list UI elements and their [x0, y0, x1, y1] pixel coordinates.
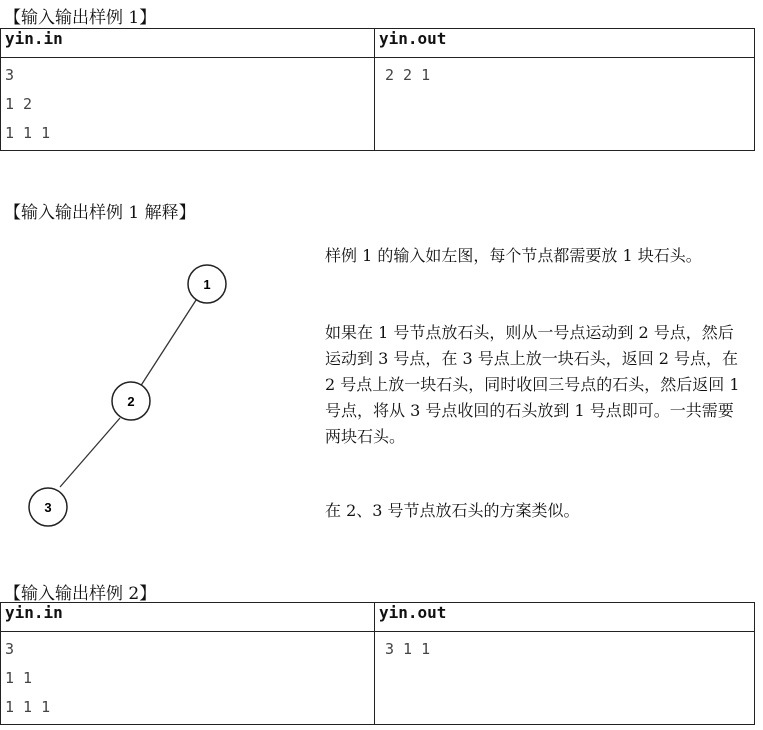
input-line: 1 2	[5, 95, 33, 113]
sample2-heading: 【输入输出样例 2】	[4, 584, 157, 604]
input-line: 3	[5, 640, 15, 658]
sample2-table	[0, 602, 755, 725]
sample1-output: 2 2 1	[385, 66, 431, 84]
svg-text:2: 2	[127, 394, 135, 409]
svg-text:1: 1	[203, 277, 211, 292]
sample2-output: 3 1 1	[385, 640, 431, 658]
tree-edge-2-3	[60, 418, 120, 487]
tree-node-3	[29, 488, 67, 526]
tree-edge-1-2	[140, 297, 198, 387]
tree-diagram	[0, 245, 260, 535]
input-line: 1 1 1	[5, 698, 51, 716]
sample1-table	[0, 28, 755, 151]
tree-node-2	[112, 382, 150, 420]
sample2-out-header: yin.out	[375, 603, 755, 632]
sample1-in-header: yin.in	[1, 29, 375, 58]
input-line: 3	[5, 66, 15, 84]
sample1-input	[1, 58, 374, 150]
sample2-in-header: yin.in	[1, 603, 375, 632]
input-line: 1 1	[5, 669, 33, 687]
input-line: 1 1 1	[5, 124, 51, 142]
tree-node-1	[188, 265, 226, 303]
sample1-heading: 【输入输出样例 1】	[4, 8, 157, 28]
sample1-out-header: yin.out	[375, 29, 755, 58]
sample2-input	[1, 632, 374, 724]
svg-text:3: 3	[44, 500, 52, 515]
explanation-paragraph: 在 2、3 号节点放石头的方案类似。	[325, 501, 580, 520]
explanation-paragraph: 如果在 1 号节点放石头，则从一号点运动到 2 号点，然后运动到 3 号点，在 3 号点上放一块石头，返回 2 号点，在 2 号点上放一块石头，同时收回三号点的石头，然后返回 1 号点，将从 3 号点收回的石头放到 1 号点即可。一共需要两块石头。	[325, 323, 740, 446]
explanation-paragraph: 样例 1 的输入如左图，每个节点都需要放 1 块石头。	[325, 246, 702, 265]
explanation-heading: 【输入输出样例 1 解释】	[4, 203, 196, 223]
